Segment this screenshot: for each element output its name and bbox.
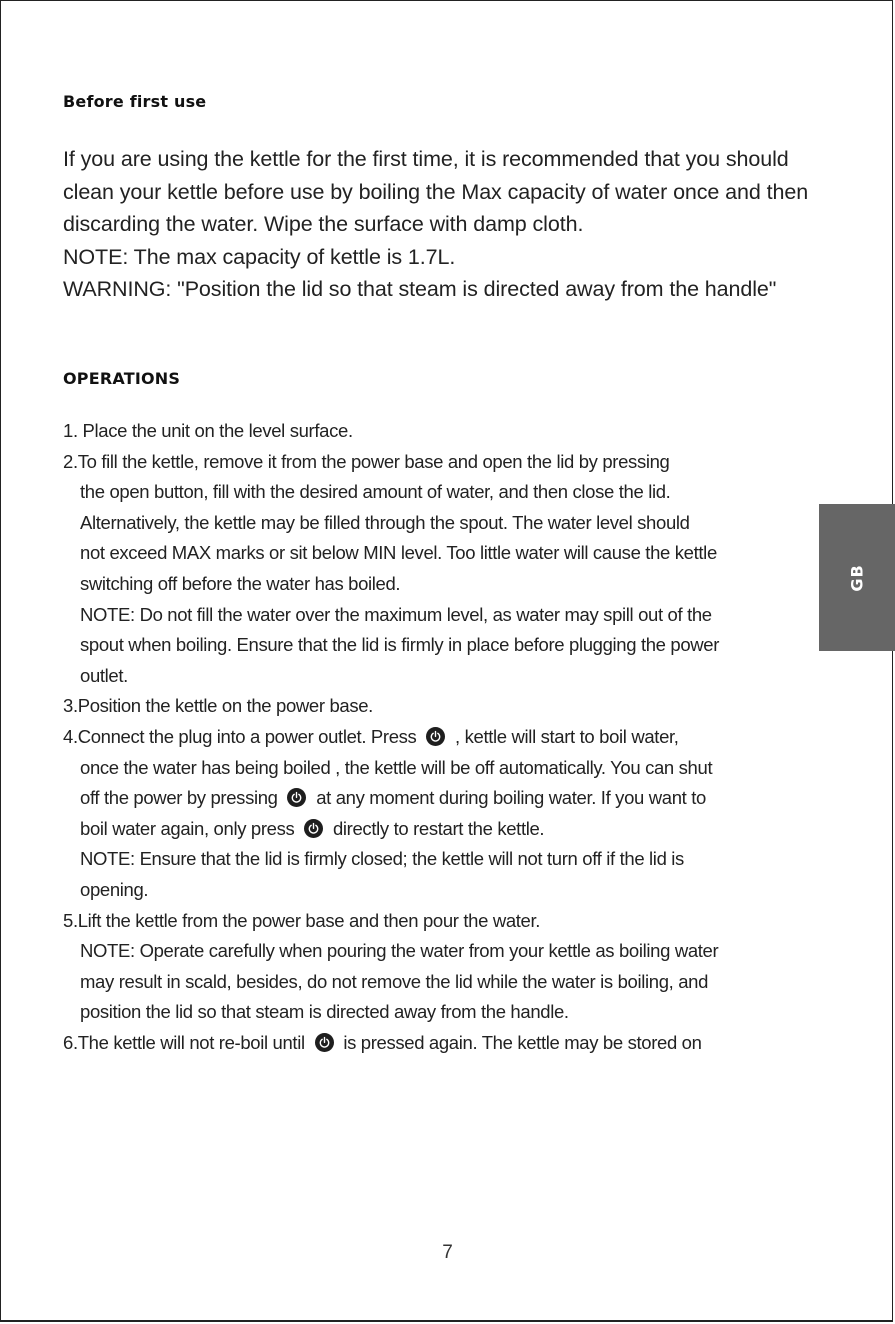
operation-text: boil water again, only press [80, 817, 295, 839]
operation-line: once the water has being boiled , the kettle will be off automatically. You can shut [80, 756, 713, 778]
power-icon [315, 1033, 334, 1052]
operation-line: Alternatively, the kettle may be filled through the spout. The water level should [80, 511, 690, 533]
operation-note: NOTE: Do not fill the water over the maximum level, as water may spill out of the [80, 603, 712, 625]
operation-line: the open button, fill with the desired amount of water, and then close the lid. [80, 481, 671, 503]
operation-line [63, 814, 823, 845]
page-number: 7 [442, 1242, 453, 1263]
operation-note: NOTE: Operate carefully when pouring the water from your kettle as boiling water [80, 940, 719, 962]
language-tab [819, 504, 895, 651]
intro-line: clean your kettle before use by boiling the Max capacity of water once and then [63, 179, 809, 204]
operation-text: is pressed again. The kettle may be stored on [343, 1031, 702, 1053]
operation-line: position the lid so that steam is directed away from the handle. [80, 1001, 569, 1023]
intro-warning: WARNING: "Position the lid so that steam is directed away from the handle" [63, 277, 777, 301]
operation-text: 4.Connect the plug into a power outlet. Press [63, 725, 417, 747]
intro-note: NOTE: The max capacity of kettle is 1.7L. [63, 244, 456, 269]
operation-line: outlet. [80, 664, 128, 686]
operation-line: switching off before the water has boiled. [80, 572, 401, 594]
operation-note: NOTE: Ensure that the lid is firmly closed; the kettle will not turn off if the lid is [80, 848, 684, 870]
power-icon [287, 788, 306, 807]
operations-list [63, 416, 823, 1058]
operation-line [63, 722, 823, 753]
operation-text: 6.The kettle will not re-boil until [63, 1031, 305, 1053]
operation-line: 5.Lift the kettle from the power base and then pour the water. [63, 909, 541, 931]
intro-paragraph [63, 143, 853, 306]
operation-line [63, 783, 823, 814]
operation-text: , kettle will start to boil water, [455, 725, 679, 747]
operation-text: directly to restart the kettle. [332, 817, 545, 839]
intro-line: If you are using the kettle for the first time, it is recommended that you should [63, 147, 789, 171]
operation-line: opening. [80, 878, 149, 900]
operation-line [63, 1028, 823, 1059]
power-icon [304, 819, 323, 838]
operation-line: spout when boiling. Ensure that the lid is firmly in place before plugging the power [80, 634, 720, 656]
heading-before-first-use: Before first use [63, 92, 207, 111]
intro-line: discarding the water. Wipe the surface with damp cloth. [63, 212, 584, 236]
operation-line: 3.Position the kettle on the power base. [63, 695, 373, 717]
operation-line: not exceed MAX marks or sit below MIN level. Too little water will cause the kettle [80, 542, 717, 564]
operation-text: at any moment during boiling water. If you want to [316, 787, 706, 809]
language-tab-label: GB [847, 563, 867, 592]
heading-operations: OPERATIONS [63, 369, 181, 388]
operation-line: 1. Place the unit on the level surface. [63, 420, 353, 441]
operation-line: may result in scald, besides, do not remove the lid while the water is boiling, and [80, 970, 709, 992]
operation-line: 2.To fill the kettle, remove it from the power base and open the lid by pressing [63, 450, 670, 472]
power-icon [426, 727, 445, 746]
operation-text: off the power by pressing [80, 787, 278, 809]
